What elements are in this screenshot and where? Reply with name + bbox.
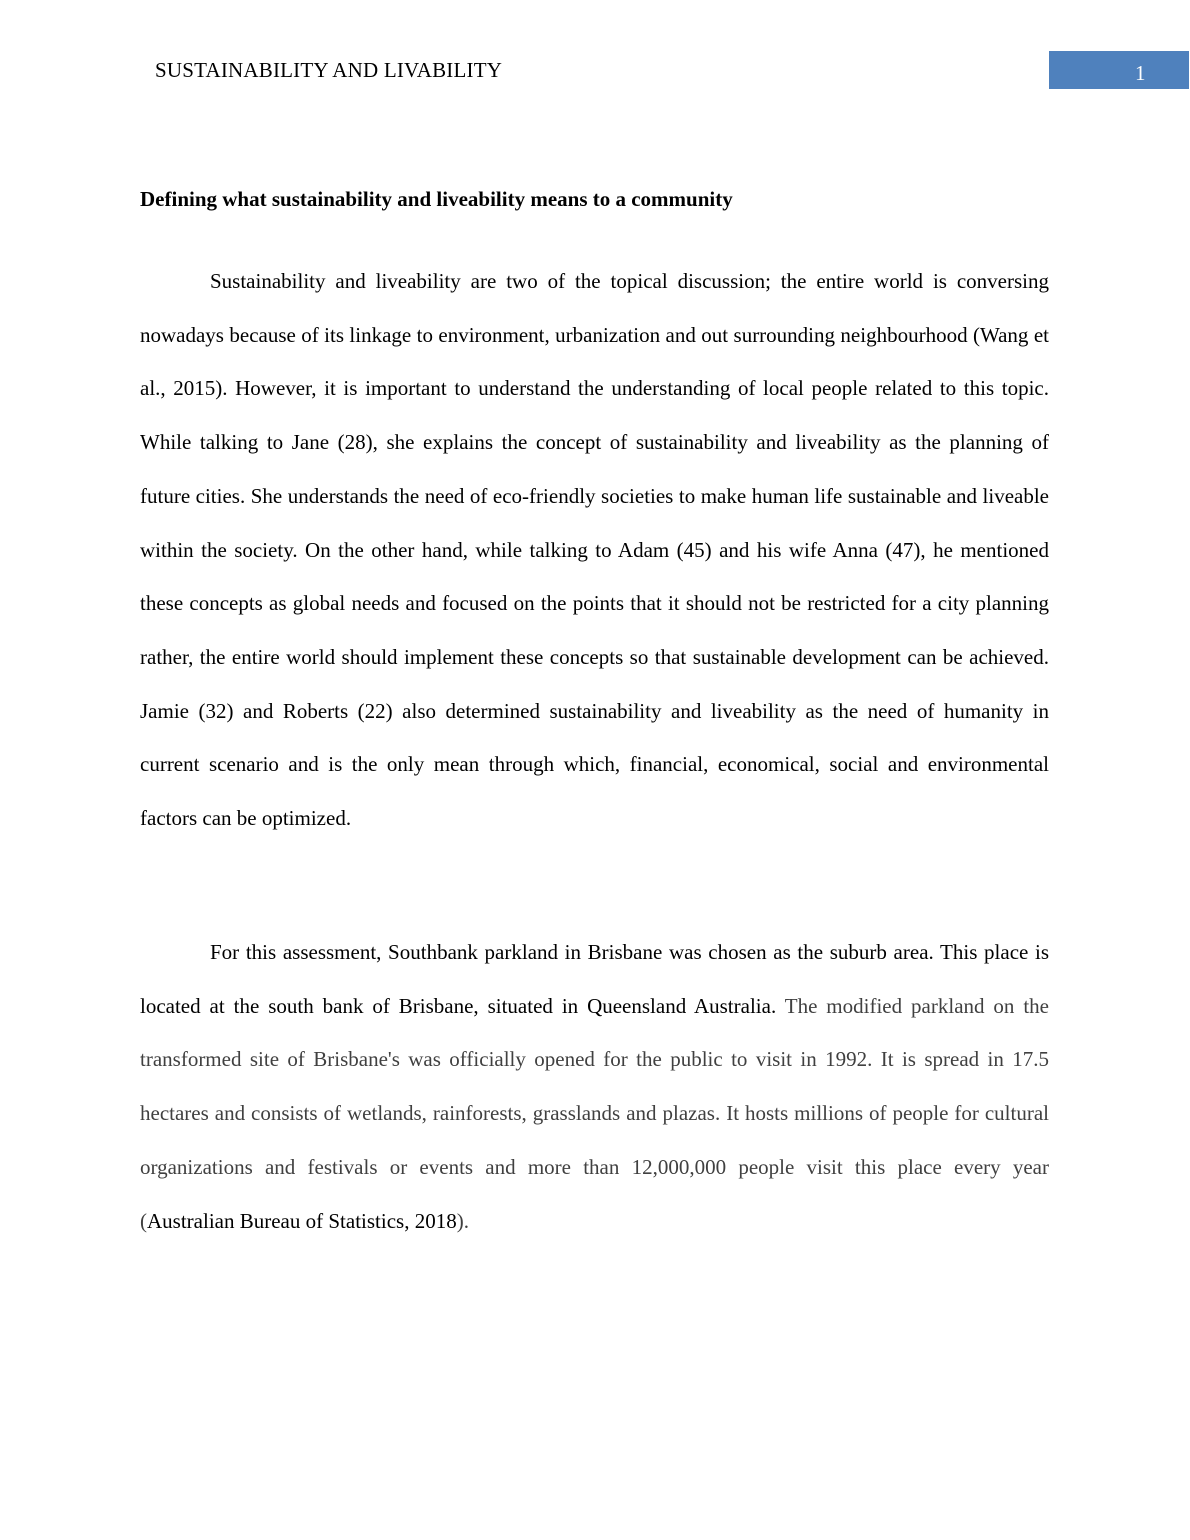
paragraph-2-part-1: For this assessment, Southbank parkland in Brisbane was chosen as the suburb area. This place is located at the south bank of Brisbane, situated in Queensland Australia. xyxy=(140,940,1049,1018)
running-head: SUSTAINABILITY AND LIVABILITY xyxy=(155,58,503,82)
page-number: 1 xyxy=(1135,61,1146,85)
paragraph-2-part-2: The modified parkland on the transformed site of Brisbane's was officially opened for the public to visit in 1992. It is spread in 17.5 hectares and consists of wetlands, rainforests, grasslands and plazas. It hosts millions of people for cultural organizations and festivals or events and more than 12,000,000 people visit this place every year ( xyxy=(140,993,1050,1233)
section-heading: Defining what sustainability and liveability means to a community xyxy=(140,187,733,211)
paragraph-2-citation: Australian Bureau of Statistics, 2018 xyxy=(147,1208,457,1233)
paragraph-1 xyxy=(140,255,1049,846)
paragraph-2-text xyxy=(140,926,1049,1248)
page-number-box xyxy=(1049,51,1189,89)
paragraph-2 xyxy=(140,926,1049,1248)
paragraph-2-part-4: ). xyxy=(456,1208,469,1233)
paragraph-1-text: Sustainability and liveability are two of the topical discussion; the entire world is conversing nowadays because of its linkage to environment, urbanization and out surrounding neighbourhood (Wang et al., 2015). However, it is important to understand the understanding of local people related to this topic. While talking to Jane (28), she explains the concept of sustainability and liveability as the planning of future cities. She understands the need of eco-friendly societies to make human life sustainable and liveable within the society. On the other hand, while talking to Adam (45) and his wife Anna (47), he mentioned these concepts as global needs and focused on the points that it should not be restricted for a city planning rather, the entire world should implement these concepts so that sustainable development can be achieved. Jamie (32) and Roberts (22) also determined sustainability and liveability as the need of humanity in current scenario and is the only mean through which, financial, economical, social and environmental factors can be optimized. xyxy=(140,269,1049,831)
